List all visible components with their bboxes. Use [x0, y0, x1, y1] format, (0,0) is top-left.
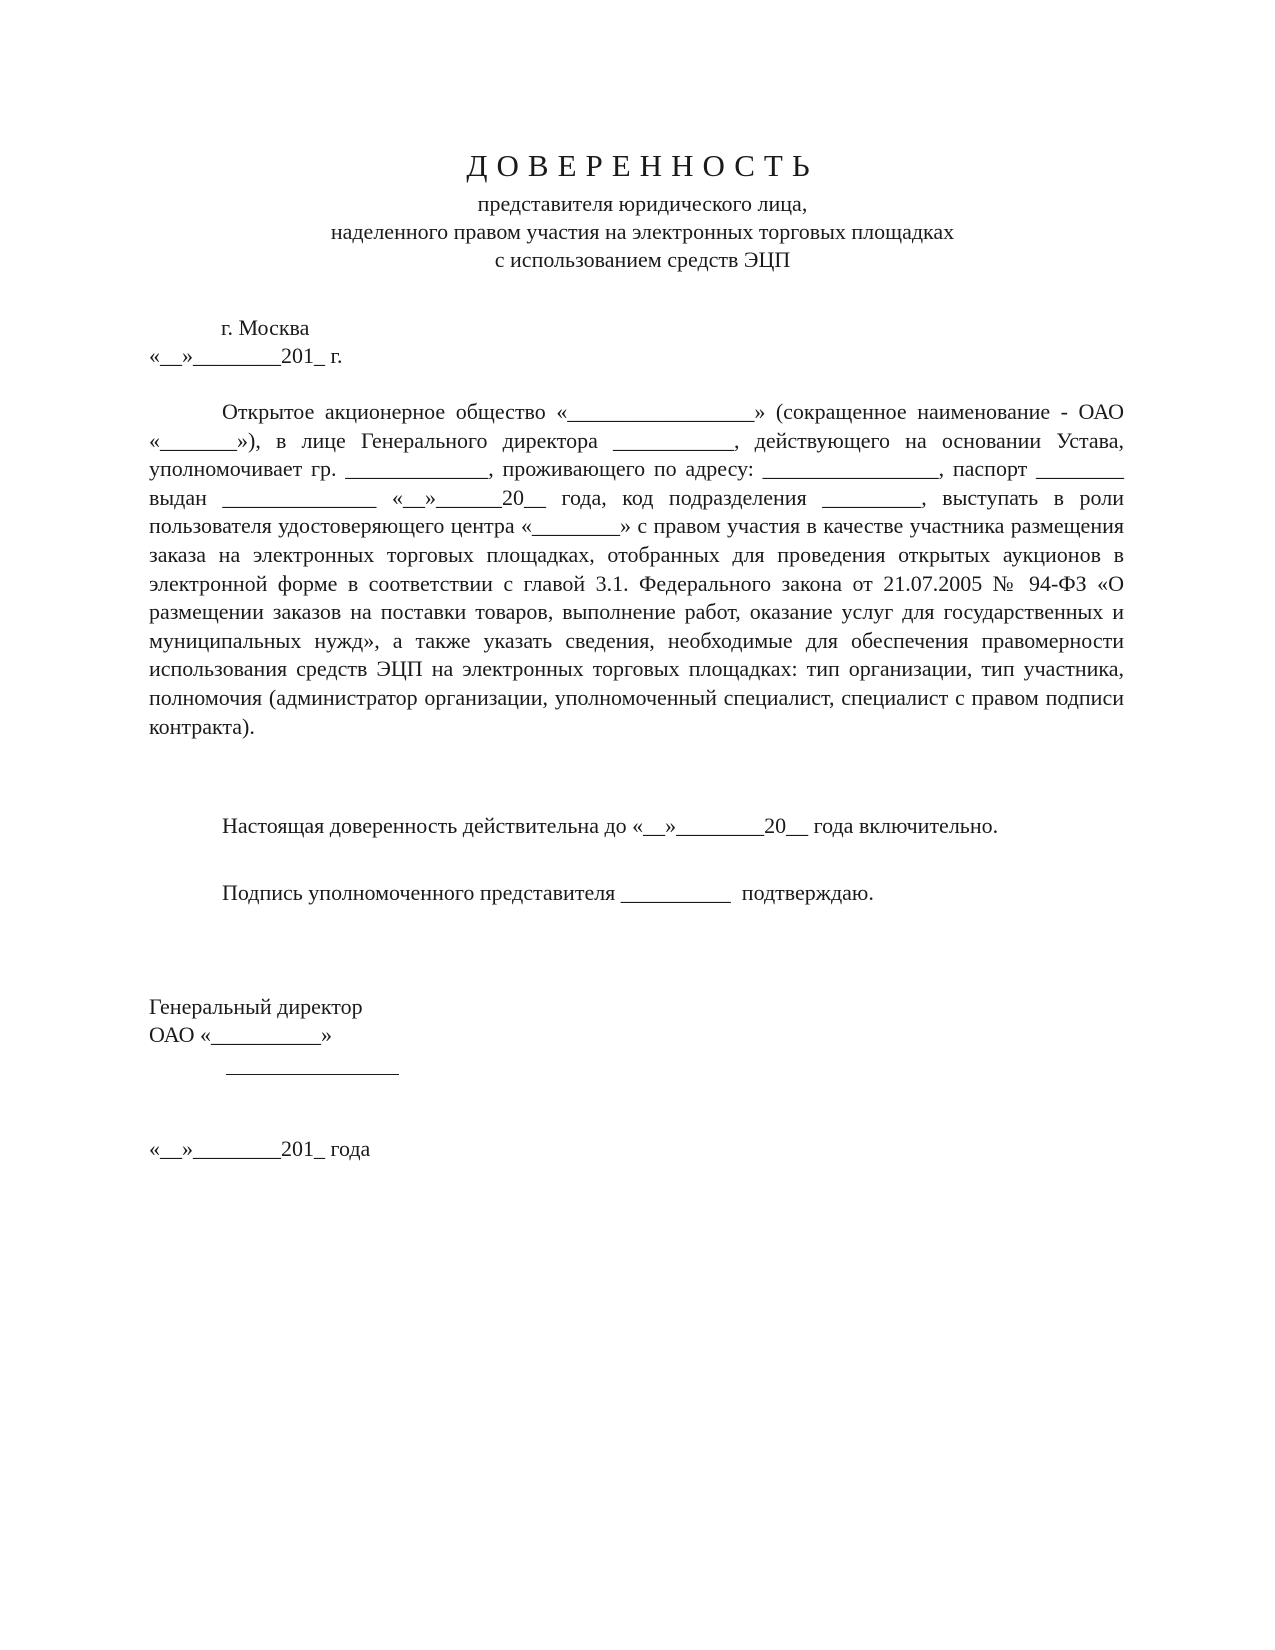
subtitle-line-2: наделенного правом участия на электронных торговых площадках [330, 219, 955, 244]
issue-date: «__»________201_ г. [149, 343, 343, 368]
document-title: ДОВЕРЕННОСТЬ [466, 148, 819, 183]
closing-date: «__»________201_ года [149, 1136, 371, 1161]
subtitle-line-1: представителя юридического лица, [477, 191, 808, 216]
main-paragraph: Открытое акционерное общество «_________________» (сокращенное наименование - ОАО «_______»), в лице Генерального директора ___________, действующего на основании Устава, уполномочивает гр. _____________, проживающего по адресу: ________________, паспорт ________ выдан ______________ «__»______20__ года, код подразделения _________, выступать в роли пользователя удостоверяющего центра «________» с правом участия в качестве участника размещения заказа на электронных торговых площадках, отобранных для проведения открытых аукционов в электронной форме в соответствии с главой 3.1. Федерального закона от 21.07.2005 № 94-ФЗ «О размещении заказов на поставки товаров, выполнение работ, оказание услуг для государственных и муниципальных нужд», а также указать сведения, необходимые для обеспечения правомерности использования средств ЭЦП на электронных торговых площадках: тип организации, тип участника, полномочия (администратор организации, уполномоченный специалист, специалист с правом подписи контракта). [149, 399, 1124, 739]
subtitle-line-3: с использованием средств ЭЦП [494, 247, 791, 272]
director-organization: ОАО «__________» [149, 1022, 332, 1047]
validity-statement: Настоящая доверенность действительна до «__»________20__ года включительно. [222, 813, 999, 838]
signature-confirmation: Подпись уполномоченного представителя __________ подтверждаю. [222, 880, 874, 905]
director-signature-line [226, 1074, 399, 1075]
director-title: Генеральный директор [149, 994, 363, 1019]
city: г. Москва [221, 315, 310, 340]
